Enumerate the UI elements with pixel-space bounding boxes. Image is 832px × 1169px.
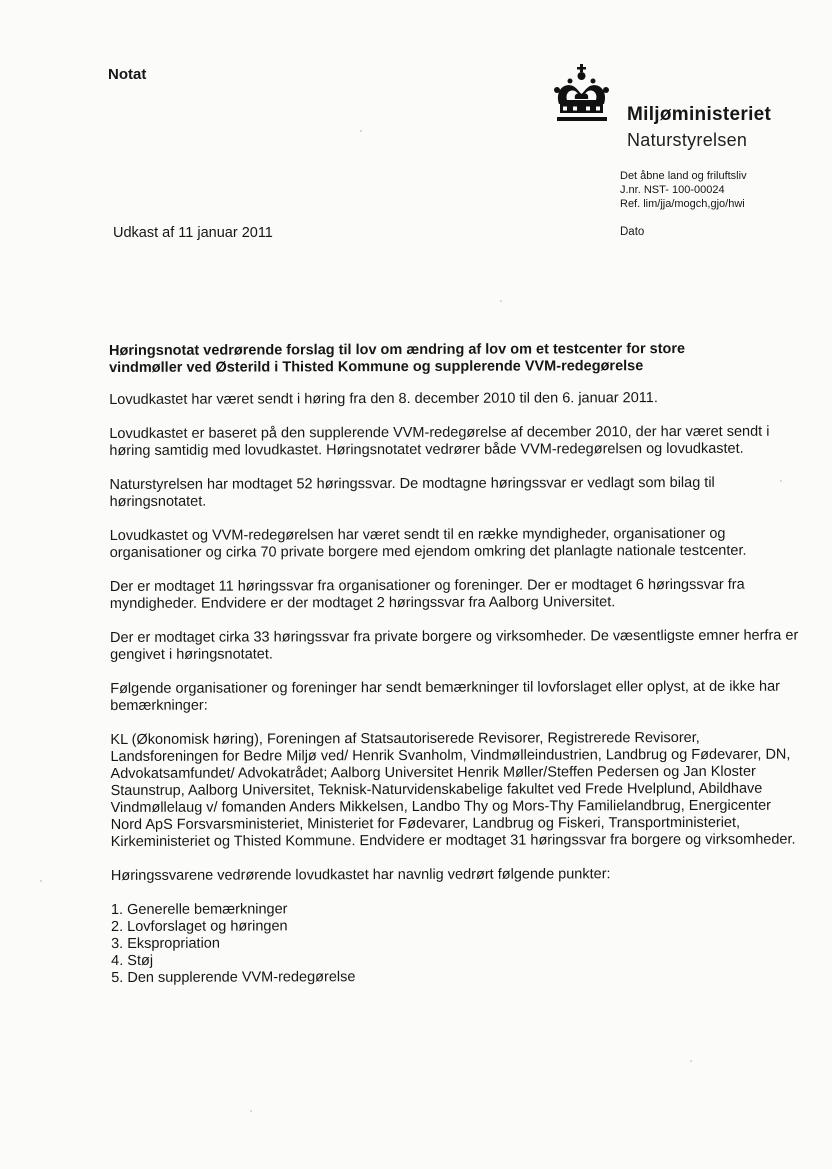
paragraph-8: KL (Økonomisk høring), Foreningen af Statsautoriserede Revisorer, Registrerede Revisorer, Landsforeningen for Bedre Miljø ved/ Henrik Svanholm, Vindmølleindustrien, Landbrug og Fødevarer, DN, Advokatsamfundet/ Advokatrådet; Aalborg Universitet Henrik Møller/Steffen Pedersen og Jan Kloster Staunstrup, Aalborg Universitet, Teknisk-Naturvidenskabelige fakultet ved Frede Hvelplund, Abildhave Vindmøllelaug v/ fomanden Anders Mikkelsen, Landbo Thy og Mors-Thy Familielandbrug, Energicenter Nord ApS Forsvarsministeriet, Ministeriet for Fødevarer, Landbrug og Fiskeri, Transportministeriet, Kirkeministeriet og Thisted Kommune. Endvidere er modtaget 31 høringssvar fra borgere og virksomheder. — [110, 729, 796, 850]
scan-speck — [500, 300, 502, 302]
topic-list — [111, 900, 801, 987]
ministry-name: Miljøministeriet — [627, 104, 772, 125]
document-body — [109, 341, 801, 987]
reference-block — [620, 169, 747, 211]
draft-date-line: Udkast af 11 januar 2011 — [113, 225, 273, 241]
document-type-label: Notat — [108, 66, 147, 83]
reference-line: Ref. lim/jja/mogch,gjo/hwi — [620, 198, 745, 210]
scan-speck — [690, 1060, 692, 1062]
list-item: 1. Generelle bemærkninger — [110, 901, 288, 918]
department-line: Det åbne land og friluftsliv — [620, 170, 747, 182]
paragraph-4: Lovudkastet og VVM-redegørelsen har været sendt til en række myndigheder, organisationer og organisationer og cirka 70 private borgere med ejendom omkring det planlagte nationale testcenter. — [109, 525, 747, 561]
list-item: 2. Lovforslaget og høringen — [111, 918, 288, 935]
crown-icon — [553, 64, 611, 128]
journal-number: J.nr. NST- 100-00024 — [620, 184, 725, 196]
scan-speck — [780, 480, 782, 482]
list-item: 5. Den supplerende VVM-redegørelse — [111, 969, 356, 986]
paragraph-1: Lovudkastet har været sendt i høring fra den 8. december 2010 til den 6. januar 2011. — [109, 390, 658, 408]
paragraph-5: Der er modtaget 11 høringssvar fra organisationer og foreninger. Der er modtaget 6 høringssvar fra myndigheder. Endvidere er der modtaget 2 høringssvar fra Aalborg Universitet. — [109, 576, 745, 612]
scan-speck — [40, 880, 42, 882]
paragraph-6: Der er modtaget cirka 33 høringssvar fra private borgere og virksomheder. De væsentligste emner herfra er gengivet i høringsnotatet. — [110, 627, 799, 663]
scan-speck — [250, 1110, 252, 1112]
paragraph-7: Følgende organisationer og foreninger har sendt bemærkninger til lovforslaget eller oplyst, at de ikke har bemærkninger: — [110, 678, 781, 714]
list-item: 3. Ekspropriation — [111, 935, 220, 952]
title-line-2: vindmøller ved Østerild i Thisted Kommune og supplerende VVM-redegørelse — [109, 358, 644, 376]
date-label: Dato — [620, 226, 645, 238]
scan-speck — [360, 130, 362, 132]
paragraph-3: Naturstyrelsen har modtaget 52 høringssvar. De modtagne høringssvar er vedlagt som bilag til høringsnotatet. — [109, 474, 715, 510]
agency-name: Naturstyrelsen — [627, 130, 748, 150]
title-line-1: Høringsnotat vedrørende forslag til lov om ændring af lov om et testcenter for store — [109, 340, 686, 359]
list-item: 4. Støj — [111, 952, 154, 969]
paragraph-9: Høringssvarene vedrørende lovudkastet har navnlig vedrørt følgende punkter: — [110, 866, 611, 884]
paragraph-2: Lovudkastet er baseret på den supplerende VVM-redegørelse af december 2010, der har været sendt i høring samtidig med lovudkastet. Høringsnotatet vedrører både VVM-redegørelsen og lovudkastet. — [109, 423, 770, 459]
document-title — [109, 341, 799, 377]
